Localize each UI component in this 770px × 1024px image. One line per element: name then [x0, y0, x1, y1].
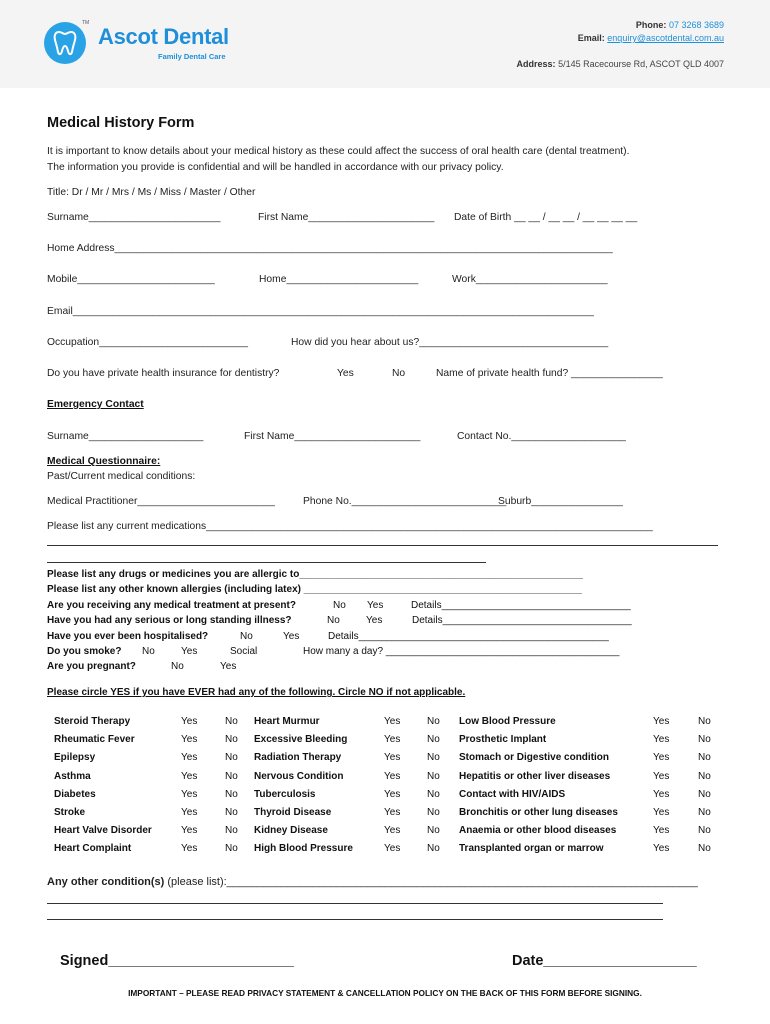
- condition-yes-option[interactable]: Yes: [384, 825, 401, 836]
- condition-no-option[interactable]: No: [698, 843, 711, 854]
- title-field[interactable]: Title: Dr / Mr / Mrs / Ms / Miss / Master / Other: [47, 187, 256, 198]
- emergency-first-name-field[interactable]: First Name______________________: [244, 431, 421, 442]
- email-field[interactable]: Email___________________________________________________________________________________________: [47, 306, 594, 317]
- address-text: 5/145 Racecourse Rd, ASCOT QLD 4007: [558, 59, 724, 69]
- condition-no-option[interactable]: No: [427, 771, 440, 782]
- condition-yes-option[interactable]: Yes: [384, 771, 401, 782]
- condition-label: Hepatitis or other liver diseases: [459, 771, 611, 782]
- condition-yes-option[interactable]: Yes: [653, 734, 670, 745]
- condition-label: Tuberculosis: [254, 789, 316, 800]
- condition-no-option[interactable]: No: [698, 825, 711, 836]
- condition-yes-option[interactable]: Yes: [181, 789, 198, 800]
- other-allergies-field[interactable]: Please list any other known allergies (including latex) __________________________________________________: [47, 584, 582, 595]
- condition-yes-option[interactable]: Yes: [181, 734, 198, 745]
- practitioner-field[interactable]: Medical Practitioner________________________: [47, 496, 275, 507]
- insurance-no[interactable]: No: [392, 368, 406, 379]
- other-conditions-line[interactable]: (please list):_____________________________________________________________________________: [164, 876, 698, 888]
- condition-label: Contact with HIV/AIDS: [459, 789, 566, 800]
- condition-yes-option[interactable]: Yes: [653, 825, 670, 836]
- pregnant-yes[interactable]: Yes: [220, 661, 237, 672]
- work-phone-field[interactable]: Work_______________________: [452, 274, 608, 285]
- condition-yes-option[interactable]: Yes: [181, 825, 198, 836]
- other-conditions-field[interactable]: [47, 876, 698, 888]
- condition-yes-option[interactable]: Yes: [384, 789, 401, 800]
- medications-field[interactable]: Please list any current medications______________________________________________________________________________: [47, 521, 653, 532]
- condition-no-option[interactable]: No: [225, 716, 238, 727]
- medications-line-3[interactable]: [47, 562, 486, 563]
- illness-question: Have you had any serious or long standing illness?: [47, 615, 292, 626]
- condition-label: Heart Murmur: [254, 716, 320, 727]
- condition-no-option[interactable]: No: [225, 825, 238, 836]
- emergency-surname-field[interactable]: Surname____________________: [47, 431, 204, 442]
- condition-yes-option[interactable]: Yes: [181, 716, 198, 727]
- pregnant-question: Are you pregnant?: [47, 661, 136, 672]
- other-conditions-line-3[interactable]: [47, 919, 663, 920]
- condition-label: Anaemia or other blood diseases: [459, 825, 617, 836]
- condition-yes-option[interactable]: Yes: [384, 734, 401, 745]
- circle-instruction: Please circle YES if you have EVER had any of the following. Circle NO if not applicable.: [47, 687, 466, 698]
- allergic-drugs-field[interactable]: Please list any drugs or medicines you are allergic to___________________________________________________: [47, 569, 583, 580]
- other-conditions-label: Any other condition(s): [47, 876, 165, 888]
- condition-no-option[interactable]: No: [427, 734, 440, 745]
- intro-line-1: It is important to know details about your medical history as these could affect the success of oral health care (dental treatment).: [47, 146, 630, 157]
- dob-field[interactable]: Date of Birth __ __ / __ __ / __ __ __ __: [454, 212, 638, 223]
- condition-no-option[interactable]: No: [225, 843, 238, 854]
- condition-no-option[interactable]: No: [698, 734, 711, 745]
- condition-yes-option[interactable]: Yes: [653, 752, 670, 763]
- brand-tagline: Family Dental Care: [158, 52, 226, 61]
- treatment-details-field[interactable]: Details__________________________________: [411, 600, 631, 611]
- intro-line-2: The information you provide is confidential and will be handled in accordance with our privacy policy.: [47, 162, 504, 173]
- smoke-question: Do you smoke?: [47, 646, 122, 657]
- hear-about-field[interactable]: How did you hear about us?_________________________________: [291, 337, 609, 348]
- condition-label: Bronchitis or other lung diseases: [459, 807, 618, 818]
- medications-line-2[interactable]: [47, 545, 718, 546]
- condition-label: Asthma: [54, 771, 91, 782]
- condition-label: Stomach or Digestive condition: [459, 752, 610, 763]
- illness-details-field[interactable]: Details__________________________________: [412, 615, 632, 626]
- health-fund-field[interactable]: Name of private health fund? ________________: [436, 368, 663, 379]
- phone-label: Phone:: [635, 20, 667, 30]
- suburb-field[interactable]: Suburb________________: [498, 496, 623, 507]
- footer-notice: IMPORTANT – PLEASE READ PRIVACY STATEMENT & CANCELLATION POLICY ON THE BACK OF THIS FORM BEFORE SIGNING.: [128, 988, 642, 998]
- condition-label: Nervous Condition: [254, 771, 344, 782]
- emergency-contact-no-field[interactable]: Contact No.____________________: [457, 431, 626, 442]
- illness-yes[interactable]: Yes: [366, 615, 383, 626]
- condition-no-option[interactable]: No: [427, 825, 440, 836]
- occupation-field[interactable]: Occupation__________________________: [47, 337, 248, 348]
- condition-yes-option[interactable]: Yes: [653, 843, 670, 854]
- pregnant-no[interactable]: No: [171, 661, 184, 672]
- condition-yes-option[interactable]: Yes: [384, 752, 401, 763]
- condition-no-option[interactable]: No: [427, 843, 440, 854]
- home-address-field[interactable]: Home Address_______________________________________________________________________________________: [47, 243, 613, 254]
- first-name-field[interactable]: First Name______________________: [258, 212, 435, 223]
- condition-yes-option[interactable]: Yes: [653, 771, 670, 782]
- condition-no-option[interactable]: No: [225, 789, 238, 800]
- condition-no-option[interactable]: No: [427, 807, 440, 818]
- address-label: Address:: [516, 59, 556, 69]
- practitioner-phone-field[interactable]: Phone No.___________________________: [303, 496, 507, 507]
- home-phone-field[interactable]: Home_______________________: [259, 274, 419, 285]
- page-header: [0, 0, 770, 88]
- emergency-contact-heading: Emergency Contact: [47, 399, 144, 410]
- insurance-question: Do you have private health insurance for dentistry?: [47, 368, 280, 379]
- hospital-yes[interactable]: Yes: [283, 631, 300, 642]
- hospital-no[interactable]: No: [240, 631, 253, 642]
- condition-label: Excessive Bleeding: [254, 734, 348, 745]
- condition-yes-option[interactable]: Yes: [181, 771, 198, 782]
- condition-label: Stroke: [54, 807, 86, 818]
- signed-field[interactable]: Signed_______________________: [60, 953, 294, 969]
- treatment-question: Are you receiving any medical treatment at present?: [47, 600, 296, 611]
- condition-no-option[interactable]: No: [427, 716, 440, 727]
- condition-no-option[interactable]: No: [427, 789, 440, 800]
- condition-label: Transplanted organ or marrow: [459, 843, 604, 854]
- condition-no-option[interactable]: No: [698, 716, 711, 727]
- condition-no-option[interactable]: No: [225, 807, 238, 818]
- treatment-no[interactable]: No: [333, 600, 346, 611]
- form-title: Medical History Form: [47, 115, 195, 131]
- condition-yes-option[interactable]: Yes: [181, 843, 198, 854]
- mobile-field[interactable]: Mobile________________________: [47, 274, 215, 285]
- condition-label: High Blood Pressure: [254, 843, 353, 854]
- email-line: [578, 33, 724, 43]
- phone-number: 07 3268 3689: [668, 20, 724, 30]
- treatment-yes[interactable]: Yes: [367, 600, 384, 611]
- surname-field[interactable]: Surname_______________________: [47, 212, 221, 223]
- smoke-no[interactable]: No: [142, 646, 155, 657]
- condition-no-option[interactable]: No: [698, 771, 711, 782]
- phone-line: [636, 20, 724, 30]
- condition-label: Diabetes: [54, 789, 96, 800]
- condition-label: Steroid Therapy: [54, 716, 131, 727]
- condition-no-option[interactable]: No: [427, 752, 440, 763]
- condition-yes-option[interactable]: Yes: [181, 807, 198, 818]
- condition-no-option[interactable]: No: [225, 734, 238, 745]
- tooth-icon: [44, 22, 86, 64]
- trademark-mark: TM: [82, 20, 90, 26]
- condition-yes-option[interactable]: Yes: [384, 716, 401, 727]
- insurance-yes[interactable]: Yes: [337, 368, 354, 379]
- condition-label: Kidney Disease: [254, 825, 328, 836]
- medical-questionnaire-heading: Medical Questionnaire:: [47, 456, 161, 467]
- condition-no-option[interactable]: No: [225, 752, 238, 763]
- condition-no-option[interactable]: No: [225, 771, 238, 782]
- condition-yes-option[interactable]: Yes: [653, 789, 670, 800]
- date-field[interactable]: Date___________________: [512, 953, 697, 969]
- ascot-dental-logo: [44, 22, 264, 70]
- condition-label: Prosthetic Implant: [459, 734, 547, 745]
- condition-label: Thyroid Disease: [254, 807, 332, 818]
- condition-no-option[interactable]: No: [698, 789, 711, 800]
- condition-label: Rheumatic Fever: [54, 734, 135, 745]
- condition-label: Heart Complaint: [54, 843, 132, 854]
- condition-label: Radiation Therapy: [254, 752, 342, 763]
- condition-label: Epilepsy: [54, 752, 96, 763]
- smoke-social[interactable]: Social: [230, 646, 258, 657]
- hospital-question: Have you ever been hospitalised?: [47, 631, 209, 642]
- condition-yes-option[interactable]: Yes: [384, 807, 401, 818]
- past-current-label: Past/Current medical conditions:: [47, 471, 196, 482]
- condition-yes-option[interactable]: Yes: [384, 843, 401, 854]
- email-link[interactable]: enquiry@ascotdental.com.au: [607, 33, 724, 43]
- condition-no-option[interactable]: No: [698, 807, 711, 818]
- other-conditions-line-2[interactable]: [47, 903, 663, 904]
- illness-no[interactable]: No: [327, 615, 340, 626]
- condition-label: Low Blood Pressure: [459, 716, 556, 727]
- condition-no-option[interactable]: No: [698, 752, 711, 763]
- condition-yes-option[interactable]: Yes: [181, 752, 198, 763]
- condition-yes-option[interactable]: Yes: [653, 807, 670, 818]
- smoke-yes[interactable]: Yes: [181, 646, 198, 657]
- hospital-details-field[interactable]: Details_____________________________________________: [328, 631, 609, 642]
- address-line: [517, 59, 724, 69]
- condition-label: Heart Valve Disorder: [54, 825, 152, 836]
- brand-name: Ascot Dental: [98, 24, 229, 49]
- email-label: Email:: [577, 33, 605, 43]
- smoke-per-day-field[interactable]: How many a day? __________________________________________: [303, 646, 620, 657]
- condition-yes-option[interactable]: Yes: [653, 716, 670, 727]
